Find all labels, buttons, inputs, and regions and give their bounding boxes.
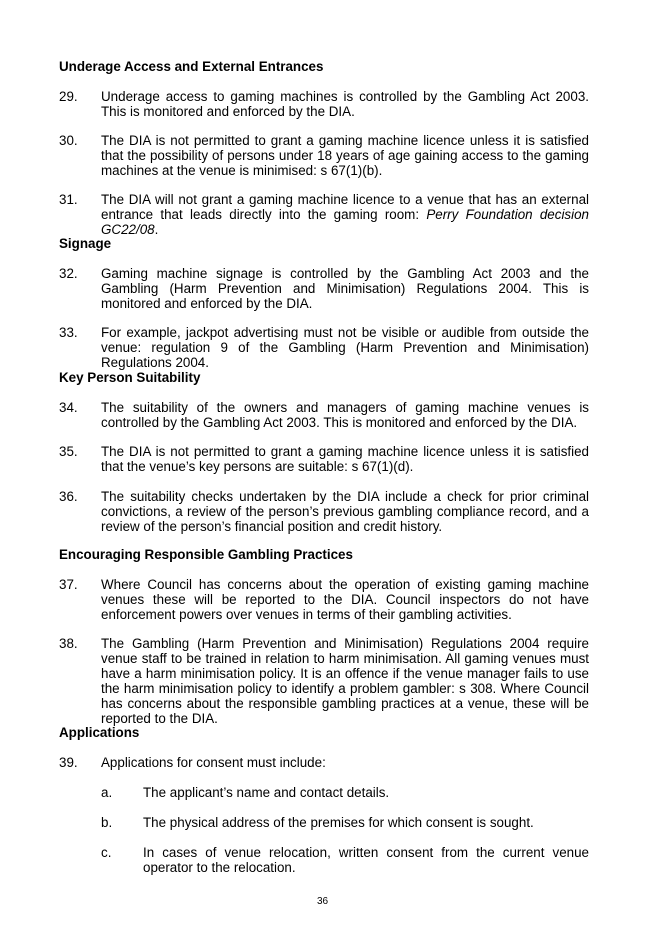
paragraph-37 — [59, 577, 589, 622]
paragraph-text-main: The DIA will not grant a gaming machine licence to a venue that has an external entrance that leads directly into the gaming room: — [101, 192, 589, 222]
paragraph-29 — [59, 89, 589, 119]
list-item-a — [101, 785, 589, 800]
paragraph-number: 32. — [59, 266, 78, 281]
section-heading-underage-access: Underage Access and External Entrances — [59, 59, 324, 74]
paragraph-36 — [59, 489, 589, 534]
paragraph-text: The suitability of the owners and managers of gaming machine venues is controlled by the Gambling Act 2003. This is monitored and enforced by the DIA. — [101, 400, 589, 430]
paragraph-text: Applications for consent must include: — [101, 755, 326, 770]
paragraph-text — [101, 192, 589, 237]
list-item-c — [101, 845, 589, 875]
paragraph-number: 38. — [59, 636, 78, 651]
paragraph-34 — [59, 400, 589, 430]
paragraph-39 — [59, 755, 589, 770]
paragraph-30 — [59, 133, 589, 178]
list-item-b — [101, 815, 589, 830]
paragraph-number: 39. — [59, 755, 78, 770]
paragraph-number: 31. — [59, 192, 78, 207]
list-item-text: The applicant’s name and contact details. — [143, 785, 390, 800]
section-heading-key-person-suitability: Key Person Suitability — [59, 370, 201, 385]
list-item-letter: b. — [101, 815, 113, 830]
paragraph-text: The suitability checks undertaken by the DIA include a check for prior criminal convictions, a review of the person’s previous gambling compliance record, and a review of the person’s financial position and credit history. — [101, 489, 589, 534]
section-heading-responsible-gambling: Encouraging Responsible Gambling Practices — [59, 547, 353, 562]
list-item-text: The physical address of the premises for which consent is sought. — [143, 815, 534, 830]
page-number: 36 — [316, 896, 329, 907]
paragraph-number: 35. — [59, 444, 78, 459]
paragraph-number: 29. — [59, 89, 78, 104]
paragraph-text: The Gambling (Harm Prevention and Minimisation) Regulations 2004 require venue staff to be trained in relation to harm minimisation. All gaming venues must have a harm minimisation policy. It is an offence if the venue manager fails to use the harm minimisation policy to identify a problem gambler: s 308. Where Council has concerns about the responsible gambling practices at a venue, these will be reported to the DIA. — [101, 636, 589, 726]
section-heading-signage: Signage — [59, 236, 112, 251]
paragraph-38 — [59, 636, 589, 726]
list-item-text: In cases of venue relocation, written consent from the current venue operator to the relocation. — [143, 845, 589, 875]
list-item-letter: c. — [101, 845, 112, 860]
paragraph-number: 34. — [59, 400, 78, 415]
paragraph-text: For example, jackpot advertising must not be visible or audible from outside the venue: regulation 9 of the Gambling (Harm Prevention and Minimisation) Regulations 2004. — [101, 325, 589, 370]
section-heading-applications: Applications — [59, 725, 140, 740]
paragraph-35 — [59, 444, 589, 474]
paragraph-31 — [59, 192, 589, 237]
paragraph-text: The DIA is not permitted to grant a gaming machine licence unless it is satisfied that the venue’s key persons are suitable: s 67(1)(d). — [101, 444, 589, 474]
paragraph-number: 30. — [59, 133, 78, 148]
paragraph-number: 37. — [59, 577, 78, 592]
paragraph-number: 33. — [59, 325, 78, 340]
paragraph-text: Where Council has concerns about the operation of existing gaming machine venues these will be reported to the DIA. Council inspectors do not have enforcement powers over venues in terms of their gambling activities. — [101, 577, 589, 622]
paragraph-text-end: . — [154, 222, 159, 237]
paragraph-32 — [59, 266, 589, 311]
paragraph-number: 36. — [59, 489, 78, 504]
paragraph-text: Gaming machine signage is controlled by the Gambling Act 2003 and the Gambling (Harm Prevention and Minimisation) Regulations 2004. This is monitored and enforced by the DIA. — [101, 266, 589, 311]
list-item-letter: a. — [101, 785, 113, 800]
paragraph-33 — [59, 325, 589, 370]
case-citation: Perry Foundation decision GC22/08 — [101, 207, 589, 237]
paragraph-text: Underage access to gaming machines is controlled by the Gambling Act 2003. This is monitored and enforced by the DIA. — [101, 89, 589, 119]
paragraph-text: The DIA is not permitted to grant a gaming machine licence unless it is satisfied that the possibility of persons under 18 years of age gaining access to the gaming machines at the venue is minimised: s 67(1)(b). — [101, 133, 589, 178]
